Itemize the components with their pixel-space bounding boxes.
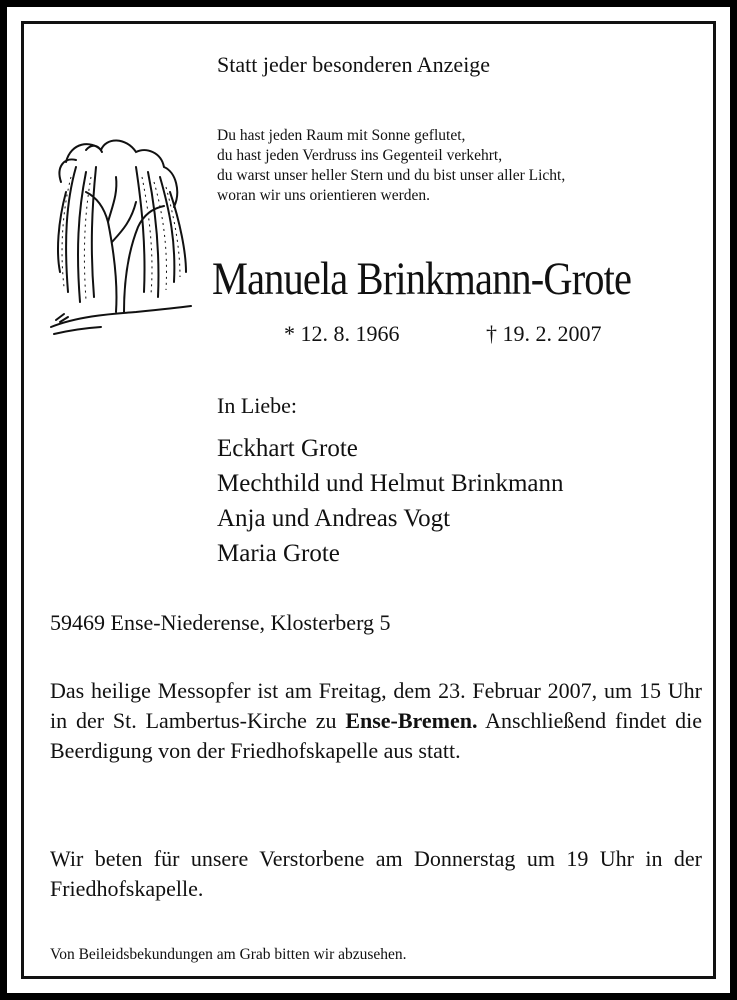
poem-line: du hast jeden Verdruss ins Gegenteil verkehrt,	[217, 147, 503, 164]
poem-line: Du hast jeden Raum mit Sonne geflutet,	[217, 127, 466, 144]
mourner-name: Maria Grote	[217, 540, 340, 567]
mourner-name: Anja und Andreas Vogt	[217, 505, 451, 532]
notice-card	[7, 7, 730, 993]
address: 59469 Ense-Niederense, Klosterberg 5	[50, 610, 391, 635]
poem-line: woran wir uns orientieren werden.	[217, 187, 431, 204]
mourners-list	[217, 431, 563, 571]
mass-place: Ense-Bremen.	[345, 708, 478, 733]
mass-text: Das heilige Messopfer ist am Freitag, dem 23. Februar 2007, um 15 Uhr in der St. Lambertus-Kirche zu	[50, 678, 702, 733]
prayer-paragraph: Wir beten für unsere Verstorbene am Donnerstag um 19 Uhr in der Friedhofskapelle.	[50, 846, 702, 901]
mass-paragraph	[50, 676, 702, 766]
love-label: In Liebe:	[217, 393, 298, 418]
weeping-willow-icon	[46, 122, 196, 342]
notice-border	[21, 21, 716, 979]
mass-text-after: Anschließend findet die Beerdigung von der Friedhofskapelle aus statt.	[50, 708, 702, 763]
mourner-name: Eckhart Grote	[217, 435, 358, 462]
birth-date: * 12. 8. 1966	[284, 321, 400, 346]
poem	[217, 126, 565, 206]
footer-note: Von Beileidsbekundungen am Grab bitten wir abzusehen.	[50, 946, 407, 963]
mourner-name: Mechthild und Helmut Brinkmann	[217, 470, 564, 497]
poem-line: du warst unser heller Stern und du bist unser aller Licht,	[217, 167, 566, 184]
deceased-name: Manuela Brinkmann-Grote	[212, 253, 632, 305]
notice-header: Statt jeder besonderen Anzeige	[217, 52, 491, 77]
death-date: † 19. 2. 2007	[486, 321, 602, 346]
